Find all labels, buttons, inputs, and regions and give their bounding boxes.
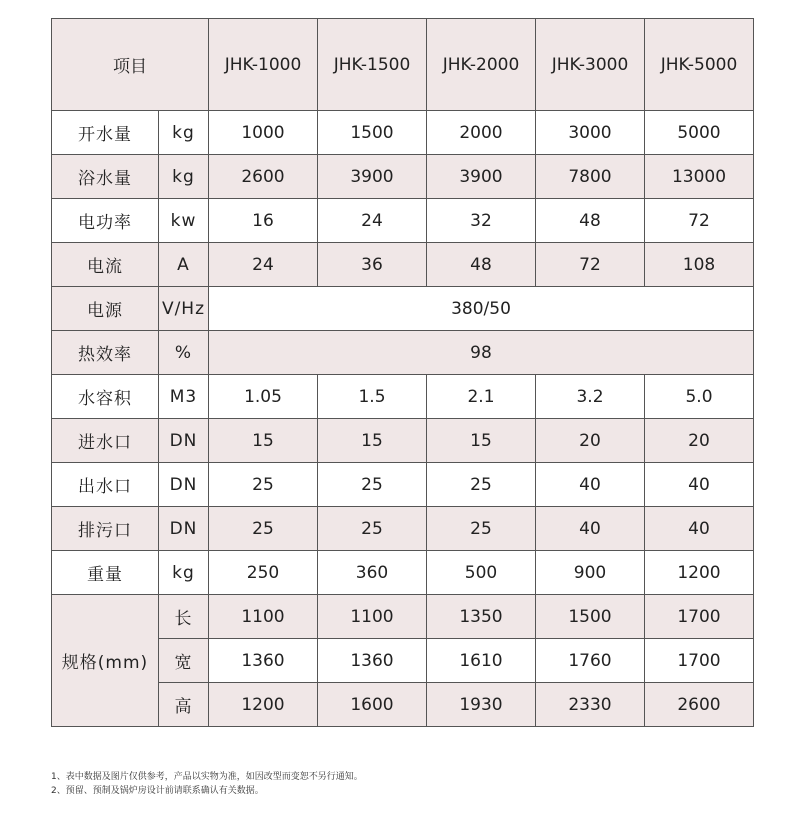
table-cell: 1.5 bbox=[318, 375, 427, 419]
table-cell: 25 bbox=[427, 507, 536, 551]
table-cell: 48 bbox=[427, 243, 536, 287]
row-unit: A bbox=[159, 243, 209, 287]
table-cell: 1600 bbox=[318, 683, 427, 727]
table-cell: 3.2 bbox=[536, 375, 645, 419]
model-header: JHK-1500 bbox=[318, 19, 427, 111]
table-cell: 15 bbox=[427, 419, 536, 463]
table-row bbox=[52, 419, 754, 463]
row-unit: V/Hz bbox=[159, 287, 209, 331]
table-cell: 5000 bbox=[645, 111, 754, 155]
table-cell: 20 bbox=[536, 419, 645, 463]
row-label: 出水口 bbox=[52, 463, 159, 507]
table-cell: 40 bbox=[536, 507, 645, 551]
table-row bbox=[52, 375, 754, 419]
table-cell: 1200 bbox=[645, 551, 754, 595]
dimensions-label: 规格(mm) bbox=[52, 595, 159, 727]
row-label: 排污口 bbox=[52, 507, 159, 551]
table-row bbox=[52, 463, 754, 507]
merged-cell: 98 bbox=[209, 331, 754, 375]
row-unit: DN bbox=[159, 507, 209, 551]
table-cell: 32 bbox=[427, 199, 536, 243]
footnote: 2、预留、预制及锅炉房设计前请联系确认有关数据。 bbox=[51, 786, 264, 796]
table-row bbox=[52, 243, 754, 287]
table-cell: 1700 bbox=[645, 595, 754, 639]
table-cell: 72 bbox=[536, 243, 645, 287]
row-unit: M3 bbox=[159, 375, 209, 419]
table-cell: 1760 bbox=[536, 639, 645, 683]
table-row bbox=[52, 199, 754, 243]
row-label: 电流 bbox=[52, 243, 159, 287]
table-cell: 25 bbox=[209, 463, 318, 507]
table-cell: 1350 bbox=[427, 595, 536, 639]
row-unit: 高 bbox=[159, 683, 209, 727]
table-cell: 108 bbox=[645, 243, 754, 287]
table-cell: 1700 bbox=[645, 639, 754, 683]
table-cell: 1200 bbox=[209, 683, 318, 727]
row-label: 进水口 bbox=[52, 419, 159, 463]
table-row bbox=[52, 331, 754, 375]
table-cell: 5.0 bbox=[645, 375, 754, 419]
table-cell: 2600 bbox=[645, 683, 754, 727]
table-row bbox=[52, 595, 754, 639]
table-cell: 25 bbox=[427, 463, 536, 507]
row-label: 电功率 bbox=[52, 199, 159, 243]
row-label: 重量 bbox=[52, 551, 159, 595]
row-unit: 长 bbox=[159, 595, 209, 639]
table-cell: 16 bbox=[209, 199, 318, 243]
model-header: JHK-1000 bbox=[209, 19, 318, 111]
table-cell: 250 bbox=[209, 551, 318, 595]
row-label: 热效率 bbox=[52, 331, 159, 375]
table-cell: 40 bbox=[645, 463, 754, 507]
row-label: 水容积 bbox=[52, 375, 159, 419]
table-cell: 1930 bbox=[427, 683, 536, 727]
table-cell: 3000 bbox=[536, 111, 645, 155]
row-label: 开水量 bbox=[52, 111, 159, 155]
table-cell: 40 bbox=[645, 507, 754, 551]
row-label: 浴水量 bbox=[52, 155, 159, 199]
row-unit: kg bbox=[159, 551, 209, 595]
model-header: JHK-2000 bbox=[427, 19, 536, 111]
table-cell: 1.05 bbox=[209, 375, 318, 419]
table-row bbox=[52, 155, 754, 199]
table-cell: 24 bbox=[318, 199, 427, 243]
table-cell: 15 bbox=[318, 419, 427, 463]
table-cell: 24 bbox=[209, 243, 318, 287]
row-unit: kg bbox=[159, 155, 209, 199]
model-header: JHK-3000 bbox=[536, 19, 645, 111]
table-cell: 13000 bbox=[645, 155, 754, 199]
table-cell: 2330 bbox=[536, 683, 645, 727]
table-cell: 20 bbox=[645, 419, 754, 463]
header-row bbox=[52, 19, 754, 111]
merged-cell: 380/50 bbox=[209, 287, 754, 331]
table-cell: 1360 bbox=[318, 639, 427, 683]
table-cell: 1500 bbox=[318, 111, 427, 155]
table-cell: 1360 bbox=[209, 639, 318, 683]
table-cell: 360 bbox=[318, 551, 427, 595]
table-row bbox=[52, 507, 754, 551]
footnote: 1、表中数据及图片仅供参考，产品以实物为准，如因改型而变恕不另行通知。 bbox=[51, 772, 363, 782]
table-cell: 1000 bbox=[209, 111, 318, 155]
spec-table bbox=[51, 18, 754, 727]
table-cell: 1100 bbox=[209, 595, 318, 639]
table-cell: 40 bbox=[536, 463, 645, 507]
table-row bbox=[52, 111, 754, 155]
table-cell: 1100 bbox=[318, 595, 427, 639]
table-cell: 500 bbox=[427, 551, 536, 595]
table-cell: 1610 bbox=[427, 639, 536, 683]
row-unit: kg bbox=[159, 111, 209, 155]
row-unit: % bbox=[159, 331, 209, 375]
table-row bbox=[52, 287, 754, 331]
table-cell: 25 bbox=[209, 507, 318, 551]
header-item-label: 项目 bbox=[52, 19, 209, 111]
model-header: JHK-5000 bbox=[645, 19, 754, 111]
table-cell: 3900 bbox=[318, 155, 427, 199]
table-cell: 1500 bbox=[536, 595, 645, 639]
table-cell: 2.1 bbox=[427, 375, 536, 419]
row-label: 电源 bbox=[52, 287, 159, 331]
table-cell: 48 bbox=[536, 199, 645, 243]
footnotes bbox=[51, 770, 363, 798]
table-row bbox=[52, 551, 754, 595]
table-cell: 900 bbox=[536, 551, 645, 595]
row-unit: DN bbox=[159, 463, 209, 507]
row-unit: kw bbox=[159, 199, 209, 243]
table-cell: 72 bbox=[645, 199, 754, 243]
row-unit: DN bbox=[159, 419, 209, 463]
table-cell: 2000 bbox=[427, 111, 536, 155]
table-cell: 7800 bbox=[536, 155, 645, 199]
row-unit: 宽 bbox=[159, 639, 209, 683]
table-cell: 25 bbox=[318, 507, 427, 551]
table-cell: 3900 bbox=[427, 155, 536, 199]
table-cell: 15 bbox=[209, 419, 318, 463]
table-cell: 36 bbox=[318, 243, 427, 287]
table-cell: 2600 bbox=[209, 155, 318, 199]
table-cell: 25 bbox=[318, 463, 427, 507]
